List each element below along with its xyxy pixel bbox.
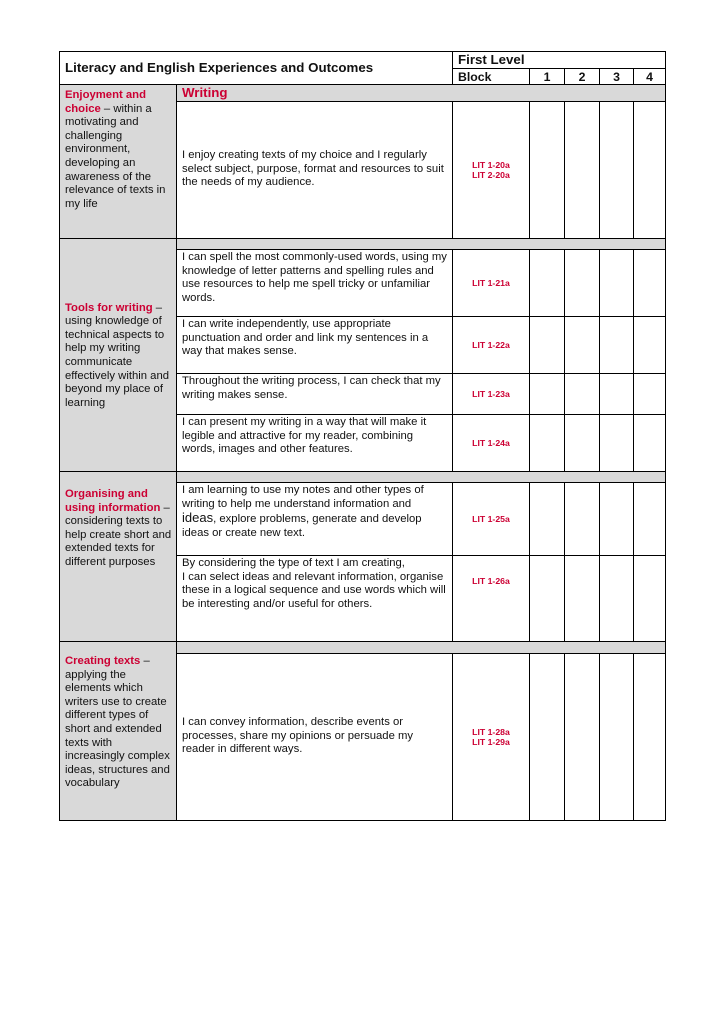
block-2-cell [565,317,600,374]
organiser-tools [60,239,177,472]
outcome-statement: I enjoy creating texts of my choice and I regularly select subject, purpose, format and resources to suit the needs of my audience. [177,102,453,239]
block-1-cell [530,556,565,642]
block-2-cell [565,556,600,642]
outcome-code: LIT 1-22a [453,317,530,374]
block-1-cell [530,250,565,317]
block-3-cell [600,483,634,556]
row-divider [177,239,666,250]
block-3-cell [600,415,634,472]
organiser-heading: Tools for writing [65,301,153,314]
block-4-cell [634,250,666,317]
organiser-creating [60,642,177,821]
block-2-cell [565,374,600,415]
organiser-description: – applying the elements which writers use to create different types of short and extended texts with increasingly complex ideas, structures and vocabulary [65,655,170,790]
table-title: Literacy and English Experiences and Outcomes [60,52,453,85]
block-1-cell [530,415,565,472]
block-2-cell [565,654,600,821]
block-2-cell [565,483,600,556]
block-1-cell [530,102,565,239]
outcome-code: LIT 1-23a [453,374,530,415]
block-3-cell [600,556,634,642]
block-1-cell [530,317,565,374]
block-3-cell [600,250,634,317]
block-3-cell [600,374,634,415]
outcome-statement: I can write independently, use appropriate punctuation and order and link my sentences in a way that makes sense. [177,317,453,374]
block-4-cell [634,415,666,472]
row-divider [177,472,666,483]
block-4-cell [634,102,666,239]
organiser-description: – considering texts to help create short and extended texts for different purposes [65,501,172,568]
block-1-heading: 1 [530,69,565,85]
block-heading: Block [453,69,530,85]
outcome-statement: By considering the type of text I am creating, I can select ideas and relevant information, organise these in a logical sequence and use words which will be interesting and/or useful for others. [177,556,453,642]
organiser-description: – within a motivating and challenging environment, developing an awareness of the relevance of texts in my life [65,102,166,210]
outcome-code: LIT 1-28a LIT 1-29a [453,654,530,821]
organiser-heading: Organising and using information [65,488,161,514]
outcome-statement: I can convey information, describe events or processes, share my opinions or persuade my reader in different ways. [177,654,453,821]
block-1-cell [530,483,565,556]
block-4-cell [634,317,666,374]
outcome-code: LIT 1-21a [453,250,530,317]
block-4-heading: 4 [634,69,666,85]
outcome-statement: I can spell the most commonly-used words, using my knowledge of letter patterns and spelling rules and use resources to help me spell tricky or unfamiliar words. [177,250,453,317]
block-3-cell [600,102,634,239]
outcome-code: LIT 1-24a [453,415,530,472]
outcome-statement: Throughout the writing process, I can check that my writing makes sense. [177,374,453,415]
organiser-description: – using knowledge of technical aspects to help my writing communicate effectively within and beyond my place of learning [65,301,170,409]
block-1-cell [530,654,565,821]
block-2-heading: 2 [565,69,600,85]
outcome-statement: I can present my writing in a way that will make it legible and attractive for my reader, combining words, images and other features. [177,415,453,472]
organiser-heading: Enjoyment and choice [65,89,146,115]
outcomes-table [59,51,666,821]
block-2-cell [565,415,600,472]
block-3-cell [600,317,634,374]
outcome-code: LIT 1-20a LIT 2-20a [453,102,530,239]
outcome-statement: I am learning to use my notes and other types of writing to help me understand information and ideas, explore problems, generate and develop ideas or create new text. [177,483,453,556]
organiser-organising [60,472,177,642]
outcome-code: LIT 1-26a [453,556,530,642]
block-1-cell [530,374,565,415]
row-divider [177,642,666,654]
block-2-cell [565,250,600,317]
outcome-code: LIT 1-25a [453,483,530,556]
organiser-heading: Creating texts [65,655,141,667]
block-4-cell [634,374,666,415]
level-heading: First Level [453,52,666,69]
block-3-heading: 3 [600,69,634,85]
block-4-cell [634,483,666,556]
block-4-cell [634,654,666,821]
section-title: Writing [177,85,666,102]
block-3-cell [600,654,634,821]
organiser-enjoyment [60,85,177,239]
block-4-cell [634,556,666,642]
block-2-cell [565,102,600,239]
